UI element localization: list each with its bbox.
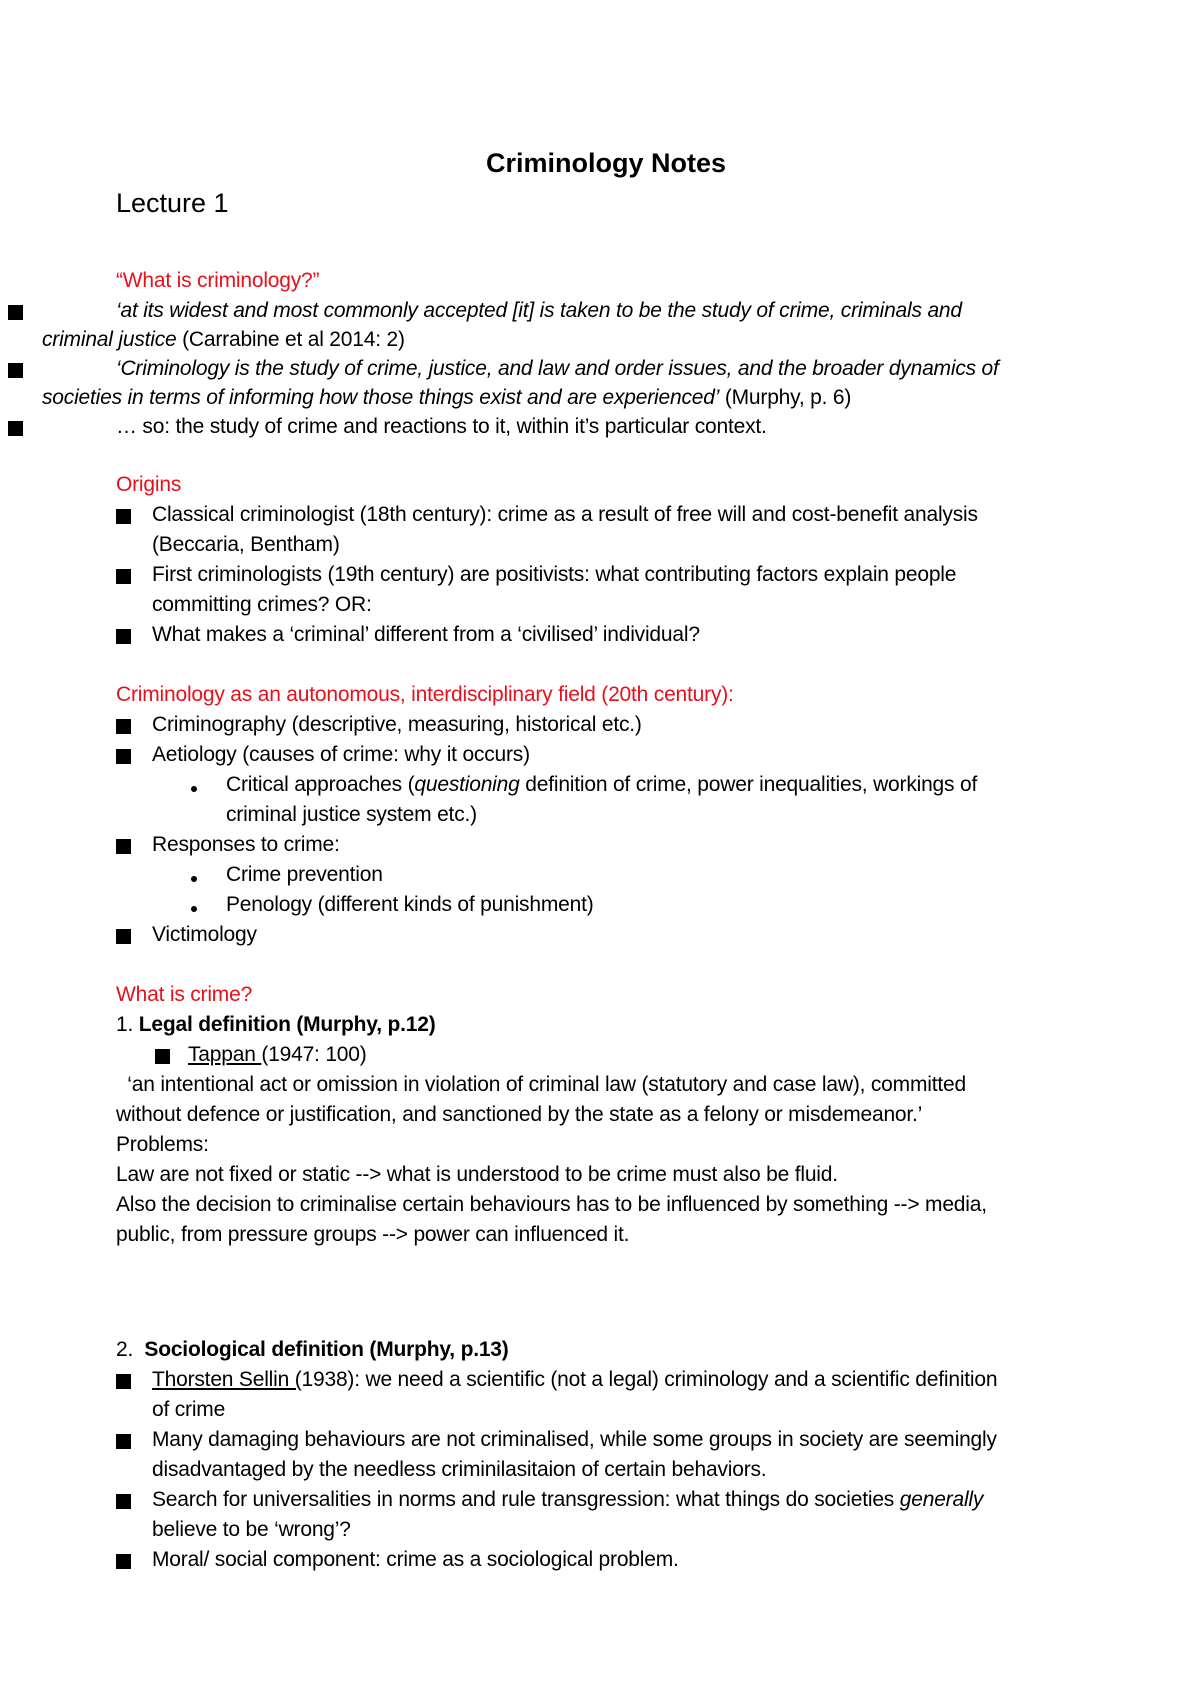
list-item: Responses to crime: bbox=[152, 833, 340, 856]
subheading-legal-definition: 1. Legal definition (Murphy, p.12) bbox=[116, 1013, 436, 1036]
list-item: Tappan (1947: 100) bbox=[188, 1043, 367, 1066]
square-bullet-icon bbox=[116, 1554, 131, 1569]
square-bullet-icon bbox=[116, 929, 131, 944]
list-item: disadvantaged by the needless criminilasitaion of certain behaviors. bbox=[152, 1458, 767, 1481]
section-heading-what-is-criminology: “What is criminology?” bbox=[116, 269, 320, 292]
list-item: First criminologists (19th century) are positivists: what contributing factors explain people bbox=[152, 563, 957, 586]
lecture-subtitle: Lecture 1 bbox=[116, 188, 229, 218]
list-item: Moral/ social component: crime as a sociological problem. bbox=[152, 1548, 679, 1571]
list-item: (Beccaria, Bentham) bbox=[152, 533, 340, 556]
square-bullet-icon bbox=[116, 1374, 131, 1389]
section-heading-autonomous-field: Criminology as an autonomous, interdisciplinary field (20th century): bbox=[116, 683, 734, 706]
quote-line: ‘an intentional act or omission in violation of criminal law (statutory and case law), committed bbox=[116, 1073, 966, 1096]
list-item: Search for universalities in norms and rule transgression: what things do societies generally bbox=[152, 1488, 984, 1511]
list-item: … so: the study of crime and reactions to it, within it’s particular context. bbox=[116, 415, 767, 438]
round-bullet-icon bbox=[191, 876, 197, 882]
round-bullet-icon bbox=[191, 786, 197, 792]
list-item: Classical criminologist (18th century): crime as a result of free will and cost-benefit analysis bbox=[152, 503, 978, 526]
page-title: Criminology Notes bbox=[485, 148, 727, 178]
paragraph-line: Law are not fixed or static --> what is understood to be crime must also be fluid. bbox=[116, 1163, 838, 1186]
subheading-sociological-definition: 2. Sociological definition (Murphy, p.13) bbox=[116, 1338, 509, 1361]
list-item: committing crimes? OR: bbox=[152, 593, 372, 616]
square-bullet-icon bbox=[8, 363, 23, 378]
list-item: Thorsten Sellin (1938): we need a scientific (not a legal) criminology and a scientific definition bbox=[152, 1368, 998, 1391]
quote-line: criminal justice (Carrabine et al 2014: 2) bbox=[42, 328, 405, 351]
square-bullet-icon bbox=[116, 509, 131, 524]
list-item: Criminography (descriptive, measuring, historical etc.) bbox=[152, 713, 642, 736]
square-bullet-icon bbox=[116, 1434, 131, 1449]
section-heading-what-is-crime: What is crime? bbox=[116, 983, 253, 1006]
quote-line: ‘Criminology is the study of crime, justice, and law and order issues, and the broader dynamics of bbox=[116, 357, 999, 380]
sub-list-item: Penology (different kinds of punishment) bbox=[226, 893, 594, 916]
quote-line: without defence or justification, and sanctioned by the state as a felony or misdemeanor.’ bbox=[116, 1103, 923, 1126]
quote-line: ‘at its widest and most commonly accepted [it] is taken to be the study of crime, criminals and bbox=[116, 299, 962, 322]
section-heading-origins: Origins bbox=[116, 473, 182, 496]
square-bullet-icon bbox=[116, 719, 131, 734]
round-bullet-icon bbox=[191, 906, 197, 912]
square-bullet-icon bbox=[8, 421, 23, 436]
list-item: What makes a ‘criminal’ different from a ‘civilised’ individual? bbox=[152, 623, 700, 646]
problems-label: Problems: bbox=[116, 1133, 209, 1156]
square-bullet-icon bbox=[116, 569, 131, 584]
square-bullet-icon bbox=[116, 839, 131, 854]
square-bullet-icon bbox=[8, 305, 23, 320]
quote-line: societies in terms of informing how those things exist and are experienced’ (Murphy, p. 6) bbox=[42, 386, 852, 409]
paragraph-line: public, from pressure groups --> power can influenced it. bbox=[116, 1223, 630, 1246]
list-item: of crime bbox=[152, 1398, 226, 1421]
sub-list-item: Crime prevention bbox=[226, 863, 383, 886]
square-bullet-icon bbox=[155, 1049, 170, 1064]
list-item: Victimology bbox=[152, 923, 257, 946]
list-item: Aetiology (causes of crime: why it occurs) bbox=[152, 743, 530, 766]
square-bullet-icon bbox=[116, 629, 131, 644]
square-bullet-icon bbox=[116, 749, 131, 764]
list-item: believe to be ‘wrong’? bbox=[152, 1518, 351, 1541]
square-bullet-icon bbox=[116, 1494, 131, 1509]
sub-list-item: Critical approaches (questioning definition of crime, power inequalities, workings of bbox=[226, 773, 978, 796]
sub-list-item: criminal justice system etc.) bbox=[226, 803, 477, 826]
list-item: Many damaging behaviours are not criminalised, while some groups in society are seemingly bbox=[152, 1428, 997, 1451]
paragraph-line: Also the decision to criminalise certain behaviours has to be influenced by something --> media, bbox=[116, 1193, 987, 1216]
